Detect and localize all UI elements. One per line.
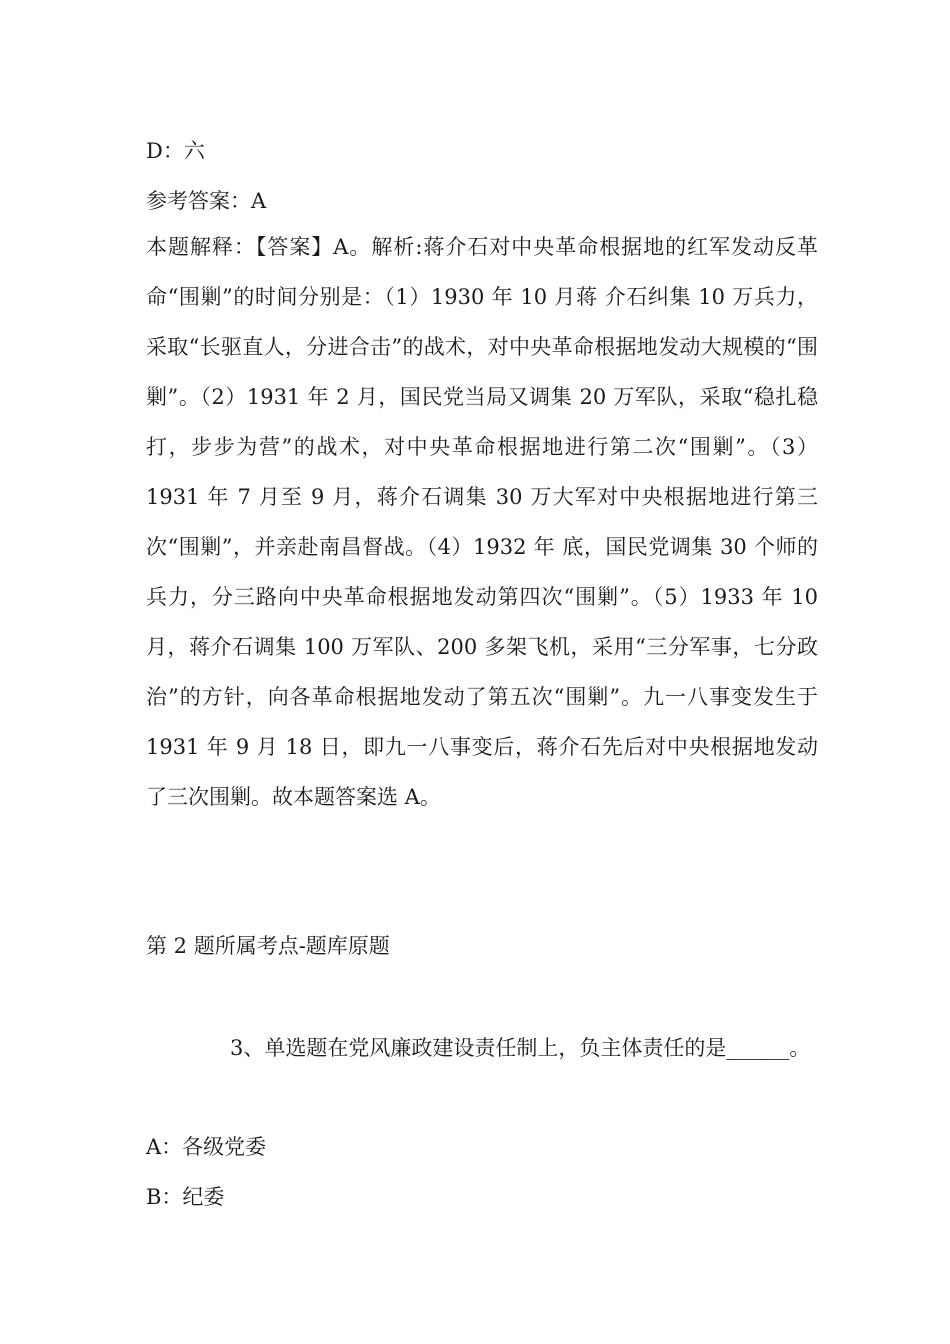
answer-explanation: 本题解释：【答案】A。解析:蒋介石对中央革命根据地的红军发动反革命“围剿”的时间分别是：（1）1930 年 10 月蒋 介石纠集 10 万兵力，采取“长驱直人，分进合击”的战术，对中央革命根据地发动大规模的“围剿”。（2）1931 年 2 月，国民党当局又调集 20 万军队，采取“稳扎稳打，步步为营”的战术，对中央革命根据地进行第二次“围剿”。（3）1931 年 7 月至 9 月，蒋介石调集 30 万大军对中央根据地进行第三次“围剿”，并亲赴南昌督战。（4）1932 年 底，国民党调集 30 个师的兵力，分三路向中央革命根据地发动第四次“围剿”。（5）1933 年 10 月，蒋介石调集 100 万军队、200 多架飞机，采用“三分军事，七分政治”的方针，向各革命根据地发动了第五次“围剿”。九一八事变发生于 1931 年 9 月 18 日，即九一八事变后，蒋介石先后对中央根据地发动了三次围剿。故本题答案选 A。 bbox=[146, 235, 818, 809]
option-a: A：各级党委 bbox=[146, 1135, 267, 1159]
option-d: D：六 bbox=[146, 139, 205, 163]
question-knowledge-point: 第 2 题所属考点-题库原题 bbox=[146, 934, 390, 958]
reference-answer: 参考答案：A bbox=[146, 189, 267, 213]
option-b: B：纪委 bbox=[146, 1185, 225, 1209]
question-3-text: 3、单选题在党风廉政建设责任制上，负主体责任的是______。 bbox=[230, 1036, 811, 1060]
question-3-stem bbox=[146, 1023, 818, 1073]
